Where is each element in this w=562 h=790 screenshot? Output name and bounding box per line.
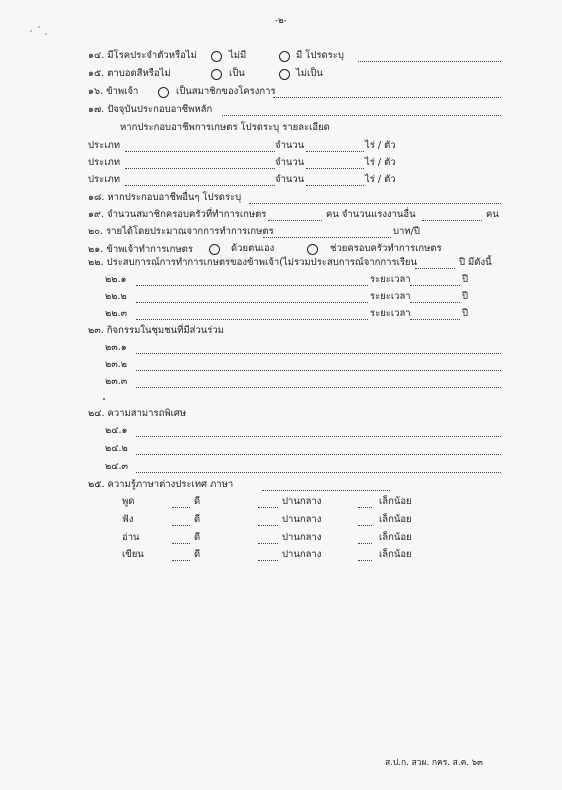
q17-type-field-3[interactable]: [125, 184, 275, 186]
q23-item-2-field[interactable]: [136, 369, 501, 371]
q24-label: ๒๔. ความสามารถพิเศษ: [88, 408, 187, 419]
q20-label: ๒๐. รายได้โดยประมาณจากการทำการเกษตร: [88, 226, 274, 237]
q15-yes-radio[interactable]: [211, 69, 222, 80]
q22-year-1: ปี: [462, 274, 469, 285]
q25-listen-little: เล็กน้อย: [379, 514, 412, 525]
q25-read-little-mark[interactable]: [358, 542, 372, 544]
q14-specify-field[interactable]: [358, 60, 501, 62]
q22-item-2-field[interactable]: [136, 301, 368, 303]
q22-item-1-field[interactable]: [136, 284, 368, 286]
q24-item-2-field[interactable]: [136, 453, 501, 455]
q17-amount-2: จำนวน: [275, 157, 305, 168]
footer-code: ส.ป.ก. สวผ. กคร. ส.ค. ๖๓: [385, 758, 483, 768]
q22-item-1: ๒๒.๑: [105, 274, 127, 285]
q18-label: ๑๘. หากประกอบอาชีพอื่นๆ โปรดระบุ: [88, 192, 242, 203]
q25-listen-medium-mark[interactable]: [258, 524, 278, 526]
q22-tail: ปี มีดังนี้: [459, 257, 492, 268]
q25-skill-speak: พูด: [122, 496, 135, 507]
q22-year-2: ปี: [462, 291, 469, 302]
q25-read-medium: ปานกลาง: [282, 532, 322, 543]
q25-skill-write: เขียน: [122, 549, 144, 560]
q15-yes-label: เป็น: [229, 68, 245, 79]
q19-unit2: คน: [486, 209, 499, 220]
q25-label: ๒๕. ความรู้ภาษาต่างประเทศ ภาษา: [88, 479, 234, 490]
q19-label: ๑๙. จำนวนสมาชิกครอบครัวที่ทำการเกษตร: [88, 209, 267, 220]
q17-type-2: ประเภท: [88, 157, 121, 168]
q25-read-medium-mark[interactable]: [258, 542, 278, 544]
q17-type-3: ประเภท: [88, 174, 121, 185]
q24-item-1-field[interactable]: [136, 435, 501, 437]
q25-write-good: ดี: [194, 549, 201, 560]
q23-item-3: ๒๓.๓: [105, 376, 128, 387]
q24-item-2: ๒๔.๒: [105, 443, 128, 454]
q16-member-radio[interactable]: [158, 87, 169, 98]
q14-yes-radio[interactable]: [279, 51, 290, 62]
q14-yes-label: มี โปรดระบุ: [296, 50, 344, 61]
q24-item-3-field[interactable]: [136, 471, 501, 473]
q19-unit1: คน จำนวนแรงงานอื่น: [326, 209, 416, 220]
q21-family-radio[interactable]: [307, 244, 318, 255]
q17-amount-field-1[interactable]: [306, 150, 364, 152]
q15-no-radio[interactable]: [279, 69, 290, 80]
q17-field[interactable]: [222, 114, 501, 116]
q17-label: ๑๗. ปัจจุบันประกอบอาชีพหลัก: [88, 104, 213, 115]
q15-no-label: ไม่เป็น: [296, 68, 323, 79]
q22-duration-3: ระยะเวลา: [370, 308, 411, 319]
q21-self-radio[interactable]: [209, 244, 220, 255]
q25-speak-little: เล็กน้อย: [379, 496, 412, 507]
q23-item-3-field[interactable]: [136, 386, 501, 388]
q25-listen-good-mark[interactable]: [172, 524, 190, 526]
q25-listen-medium: ปานกลาง: [282, 514, 322, 525]
q16-label: ๑๖. ข้าพเจ้า: [88, 86, 139, 97]
q25-speak-medium: ปานกลาง: [282, 496, 322, 507]
q15-label: ๑๕. ตาบอดสีหรือไม่: [88, 68, 171, 79]
q23-item-2: ๒๓.๒: [105, 359, 128, 370]
q17-amount-3: จำนวน: [275, 174, 305, 185]
q22-item-3: ๒๒.๓: [105, 308, 128, 319]
q16-member-label: เป็นสมาชิกของโครงการ: [176, 86, 276, 97]
q25-write-little: เล็กน้อย: [379, 549, 412, 560]
q20-unit: บาท/ปี: [393, 226, 420, 237]
q25-read-good-mark[interactable]: [172, 542, 190, 544]
q25-write-medium-mark[interactable]: [258, 559, 278, 561]
q25-speak-medium-mark[interactable]: [258, 506, 278, 508]
q25-skill-listen: ฟัง: [122, 514, 134, 525]
q14-label: ๑๔. มีโรคประจำตัวหรือไม่: [88, 50, 197, 61]
q25-language-field[interactable]: [262, 489, 390, 491]
q22-item-3-field[interactable]: [136, 318, 368, 320]
q17-type-field-2[interactable]: [125, 167, 275, 169]
q21-label: ๒๑. ข้าพเจ้าทำการเกษตร: [88, 244, 193, 255]
q25-listen-little-mark[interactable]: [358, 524, 372, 526]
q22-item-2: ๒๒.๒: [105, 291, 127, 302]
q25-speak-good-mark[interactable]: [172, 506, 190, 508]
q18-field[interactable]: [249, 202, 501, 204]
q22-duration-1-field[interactable]: [410, 284, 460, 286]
q17-amount-field-3[interactable]: [306, 184, 364, 186]
q16-field[interactable]: [273, 96, 501, 98]
q25-write-good-mark[interactable]: [172, 559, 190, 561]
q25-speak-good: ดี: [194, 496, 201, 507]
q19-family-field[interactable]: [268, 219, 322, 221]
q17-unit-3: ไร่ / ตัว: [365, 174, 396, 185]
q17-amount-field-2[interactable]: [306, 167, 364, 169]
q23-label: ๒๓. กิจกรรมในชุมชนที่มีส่วนร่วม: [88, 325, 224, 336]
q17-unit-2: ไร่ / ตัว: [365, 157, 396, 168]
q22-duration-1: ระยะเวลา: [370, 274, 411, 285]
q25-skill-read: อ่าน: [122, 532, 140, 543]
q17-amount-1: จำนวน: [275, 140, 305, 151]
q21-self-label: ด้วยตนเอง: [231, 243, 275, 254]
q19-labor-field[interactable]: [422, 219, 482, 221]
q23-item-1-field[interactable]: [136, 352, 501, 354]
q25-speak-little-mark[interactable]: [358, 506, 372, 508]
q21-family-label: ช่วยครอบครัวทำการเกษตร: [330, 243, 442, 254]
q14-no-label: ไม่มี: [229, 50, 247, 61]
q22-label: ๒๒. ประสบการณ์การทำการเกษตรของข้าพเจ้า(ไม่รวมประสบการณ์จากการเรียน: [88, 257, 417, 268]
q20-field[interactable]: [263, 236, 391, 238]
q25-listen-good: ดี: [194, 514, 201, 525]
q25-read-good: ดี: [194, 532, 201, 543]
q24-item-3: ๒๔.๓: [105, 461, 128, 472]
q22-years-field[interactable]: [415, 267, 455, 269]
q22-duration-2-field[interactable]: [410, 301, 460, 303]
q17-type-field-1[interactable]: [125, 150, 275, 152]
q22-duration-3-field[interactable]: [410, 318, 460, 320]
q25-write-medium: ปานกลาง: [282, 549, 322, 560]
q22-duration-2: ระยะเวลา: [370, 291, 411, 302]
q25-read-little: เล็กน้อย: [379, 532, 412, 543]
q17-sub: หากประกอบอาชีพการเกษตร โปรดระบุ รายละเอียด: [120, 122, 330, 133]
q17-type-1: ประเภท: [88, 140, 121, 151]
q22-year-3: ปี: [462, 308, 469, 319]
q24-item-1: ๒๔.๑: [105, 425, 128, 436]
q25-write-little-mark[interactable]: [358, 559, 372, 561]
page-number: -๒-: [275, 16, 287, 26]
q23-item-1: ๒๓.๑: [105, 342, 127, 353]
q17-unit-1: ไร่ / ตัว: [365, 140, 396, 151]
q14-no-radio[interactable]: [211, 51, 222, 62]
